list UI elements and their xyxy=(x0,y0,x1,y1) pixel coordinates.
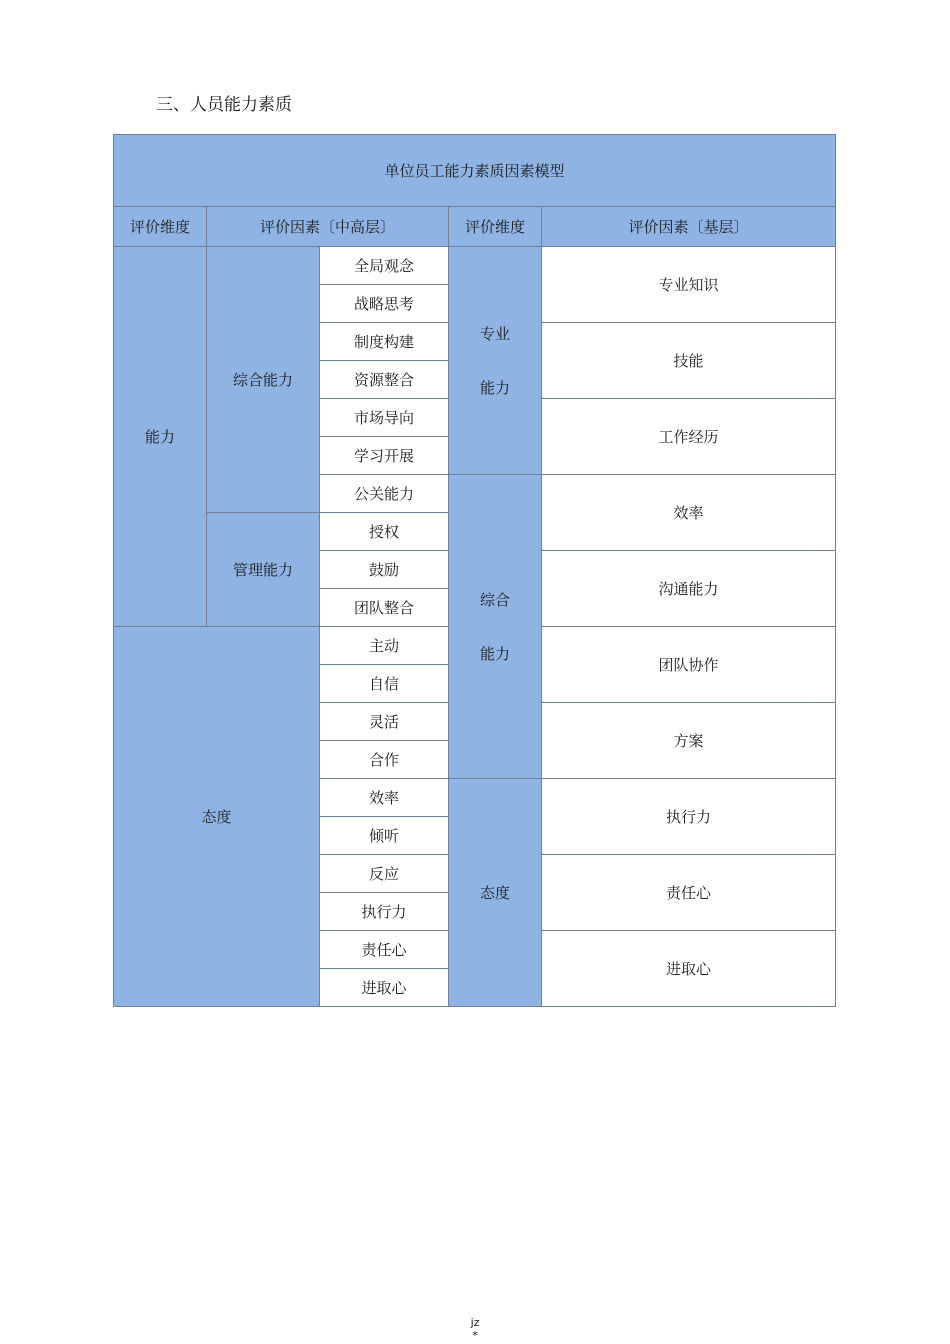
page-footer-star: * xyxy=(472,1329,478,1342)
factor-cell: 反应 xyxy=(320,855,449,893)
label-line: 专业 xyxy=(479,324,510,343)
dimension-ability: 能力 xyxy=(114,247,207,627)
factor-cell: 专业知识 xyxy=(542,247,836,323)
factor-cell: 市场导向 xyxy=(320,399,449,437)
factor-cell: 授权 xyxy=(320,513,449,551)
factor-cell: 执行力 xyxy=(542,779,836,855)
factor-cell: 制度构建 xyxy=(320,323,449,361)
dimension-attitude-basic: 态度 xyxy=(449,779,542,1007)
label-line: 综合 xyxy=(479,590,510,609)
factor-cell: 鼓励 xyxy=(320,551,449,589)
factor-cell: 全局观念 xyxy=(320,247,449,285)
factor-cell: 公关能力 xyxy=(320,475,449,513)
factor-cell: 沟通能力 xyxy=(542,551,836,627)
label-line: 能力 xyxy=(479,644,510,663)
factor-cell: 责任心 xyxy=(320,931,449,969)
factor-cell: 工作经历 xyxy=(542,399,836,475)
factor-cell: 资源整合 xyxy=(320,361,449,399)
group-comprehensive-ability: 综合能力 xyxy=(207,247,320,513)
factor-cell: 方案 xyxy=(542,703,836,779)
factor-cell: 学习开展 xyxy=(320,437,449,475)
factor-cell: 合作 xyxy=(320,741,449,779)
table-title: 单位员工能力素质因素模型 xyxy=(114,135,836,207)
factor-cell: 团队整合 xyxy=(320,589,449,627)
section-heading: 三、人员能力素质 xyxy=(156,95,292,115)
label-line: 能力 xyxy=(479,378,510,397)
header-dimension-right: 评价维度 xyxy=(449,207,542,247)
factor-cell: 团队协作 xyxy=(542,627,836,703)
group-management-ability: 管理能力 xyxy=(207,513,320,627)
dimension-professional-ability xyxy=(449,247,542,475)
factor-cell: 效率 xyxy=(320,779,449,817)
header-factors-right: 评价因素〔基层〕 xyxy=(542,207,836,247)
factor-cell: 责任心 xyxy=(542,855,836,931)
factor-cell: 倾听 xyxy=(320,817,449,855)
dimension-comprehensive-ability-basic xyxy=(449,475,542,779)
factor-cell: 进取心 xyxy=(542,931,836,1007)
factor-cell: 灵活 xyxy=(320,703,449,741)
factor-cell: 技能 xyxy=(542,323,836,399)
factor-cell: 自信 xyxy=(320,665,449,703)
factor-cell: 执行力 xyxy=(320,893,449,931)
page-footer-mark: jz xyxy=(470,1316,480,1329)
dimension-attitude: 态度 xyxy=(114,627,320,1007)
factor-cell: 主动 xyxy=(320,627,449,665)
factor-cell: 战略思考 xyxy=(320,285,449,323)
competency-model-table xyxy=(113,134,836,1007)
factor-cell: 效率 xyxy=(542,475,836,551)
factor-cell: 进取心 xyxy=(320,969,449,1007)
header-factors-left: 评价因素〔中高层〕 xyxy=(207,207,449,247)
header-dimension-left: 评价维度 xyxy=(114,207,207,247)
